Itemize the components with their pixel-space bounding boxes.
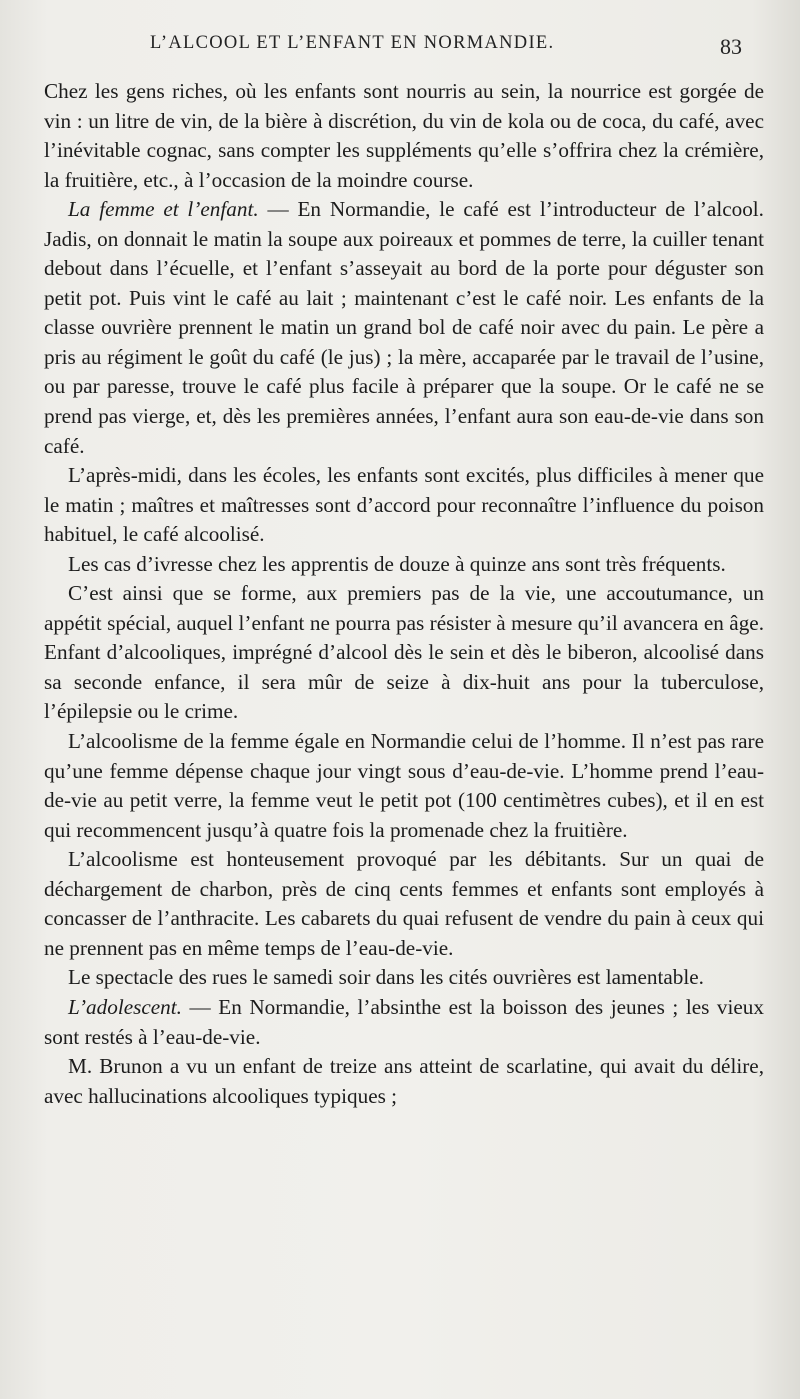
page-number: 83 bbox=[720, 34, 742, 59]
paragraph bbox=[44, 727, 764, 845]
running-head: L’ALCOOL ET L’ENFANT EN NORMANDIE. bbox=[150, 33, 555, 53]
paragraph-text: Le spectacle des rues le samedi soir dans les cités ouvrières est lamentable. bbox=[68, 965, 704, 990]
paragraph bbox=[44, 579, 764, 727]
paragraph-text: L’alcoolisme est honteusement provoqué par les débitants. Sur un quai de déchargement de charbon, près de cinq cents femmes et enfants sont employés à concasser de l’anthracite. Les cabarets du quai refusent de vendre du pain à ceux qui ne prennent pas en même temps de l’eau-de-vie. bbox=[44, 847, 764, 960]
paragraph-text: M. Brunon a vu un enfant de treize ans atteint de scarlatine, qui avait du délire, avec hallucinations alcooliques typiques ; bbox=[44, 1054, 764, 1108]
page-body bbox=[44, 77, 764, 1111]
paragraph-text: Les cas d’ivresse chez les apprentis de douze à quinze ans sont très fréquents. bbox=[68, 551, 726, 576]
paragraph bbox=[44, 963, 764, 993]
paragraph-text: Chez les gens riches, où les enfants sont nourris au sein, la nourrice est gorgée de vin : un litre de vin, de la bière à discrétion, du vin de kola ou de coca, du café, avec l’inévitable cognac, sans compter les suppléments qu’elle s’offrira chez la crémière, la fruitière, etc., à l’occasion de la moindre course. bbox=[44, 79, 764, 192]
paragraph-text: L’après-midi, dans les écoles, les enfants sont excités, plus difficiles à mener que le matin ; maîtres et maîtresses sont d’accord pour reconnaître l’influence du poison habituel, le café alcoolisé. bbox=[44, 463, 764, 547]
paragraph bbox=[44, 550, 764, 580]
section-title: L’adolescent. bbox=[68, 994, 182, 1019]
paragraph-text: C’est ainsi que se forme, aux premiers pas de la vie, une accoutumance, un appétit spécial, auquel l’enfant ne pourra pas résister à mesure qu’il avancera en âge. Enfant d’alcooliques, imprégné d’alcool dès le sein et dès le biberon, alcoolisé dans sa seconde enfance, il sera mûr de seize à dix-huit ans pour la tuberculose, l’épilepsie ou le crime. bbox=[44, 581, 764, 724]
paragraph bbox=[44, 845, 764, 963]
paragraph-text: L’alcoolisme de la femme égale en Normandie celui de l’homme. Il n’est pas rare qu’une femme dépense chaque jour vingt sous d’eau-de-vie. L’homme prend l’eau-de-vie au petit verre, la femme veut le petit pot (100 centimètres cubes), et il en est qui recommencent jusqu’à quatre fois la promenade chez la fruitière. bbox=[44, 729, 764, 842]
paragraph-text: — En Normandie, le café est l’introducteur de l’alcool. Jadis, on donnait le matin la soupe aux poireaux et pommes de terre, la cuiller tenant debout dans l’écuelle, et l’enfant s’asseyait au bord de la porte pour déguster son petit pot. Puis vint le café au lait ; maintenant c’est le café noir. Les enfants de la classe ouvrière prennent le matin un grand bol de café noir avec du pain. Le père a pris au régiment le goût du café (le jus) ; la mère, accaparée par le travail de l’usine, ou par paresse, trouve le café plus facile à préparer que la soupe. Or le café ne se prend pas vierge, et, dès les premières années, l’enfant aura son eau-de-vie dans son café. bbox=[44, 197, 764, 458]
paragraph bbox=[44, 195, 764, 461]
paragraph bbox=[44, 993, 764, 1052]
section-title: La femme et l’enfant. bbox=[68, 197, 259, 222]
paragraph bbox=[44, 1052, 764, 1111]
paragraph bbox=[44, 77, 764, 195]
paragraph-text: — En Normandie, l’absinthe est la boisson des jeunes ; les vieux sont restés à l’eau-de-vie. bbox=[44, 994, 764, 1049]
paragraph bbox=[44, 461, 764, 550]
